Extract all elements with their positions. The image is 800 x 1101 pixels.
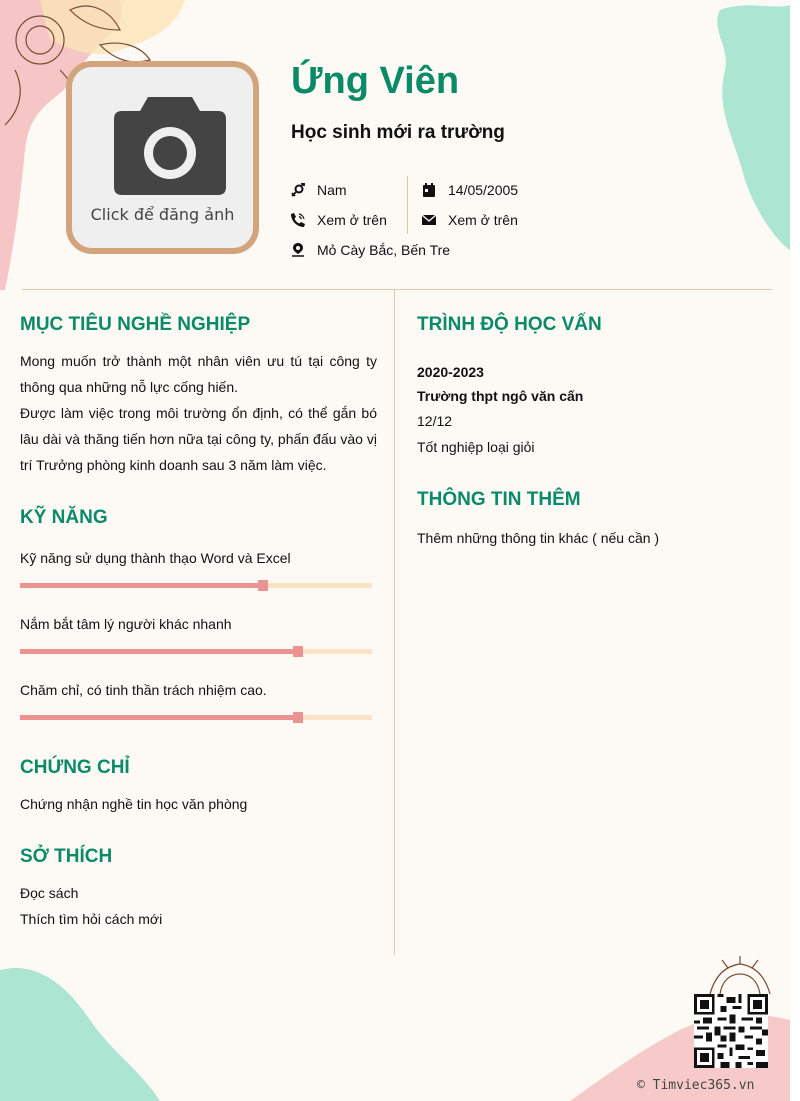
extra-info-title[interactable]: THÔNG TIN THÊM: [417, 489, 581, 510]
phone-icon: [291, 213, 305, 227]
education-grade[interactable]: 12/12: [417, 413, 453, 429]
objective-line-1: Mong muốn trở thành một nhân viên ưu tú tại công ty thông qua những nỗ lực cống hiến.: [20, 353, 377, 395]
education-period[interactable]: 2020-2023: [417, 364, 484, 380]
copyright-text: © Timviec365.vn: [637, 1078, 755, 1093]
watercolor-bottom-left-decoration: [0, 960, 200, 1101]
objective-text[interactable]: [20, 348, 377, 478]
photo-upload-label: Click để đăng ảnh: [90, 205, 235, 224]
skill-bar: [20, 649, 372, 654]
gender-row[interactable]: [291, 182, 347, 198]
info-divider: [407, 176, 408, 234]
skill-bar-fill: [20, 715, 298, 720]
education-title[interactable]: TRÌNH ĐỘ HỌC VẤN: [417, 314, 602, 335]
calendar-icon: [422, 183, 436, 197]
phone-value: Xem ở trên: [317, 212, 387, 228]
gender-value: Nam: [317, 182, 347, 198]
objective-title[interactable]: MỤC TIÊU NGHỀ NGHIỆP: [20, 314, 251, 335]
skill-bar-fill: [20, 649, 298, 654]
hobby-item[interactable]: Đọc sách: [20, 885, 79, 901]
qr-code-icon: [694, 994, 768, 1068]
skill-bar: [20, 583, 372, 588]
extra-info-text[interactable]: Thêm những thông tin khác ( nếu cần ): [417, 530, 660, 546]
skill-label[interactable]: Chăm chỉ, có tinh thần trách nhiệm cao.: [20, 682, 267, 698]
hobbies-title[interactable]: SỞ THÍCH: [20, 846, 113, 867]
skill-bar-handle: [293, 712, 303, 723]
flower-bottom-right-decoration: [700, 956, 780, 996]
candidate-role[interactable]: Học sinh mới ra trường: [291, 122, 505, 143]
skills-title[interactable]: KỸ NĂNG: [20, 507, 108, 528]
address-row[interactable]: [291, 242, 450, 258]
phone-row[interactable]: [291, 212, 387, 228]
hobby-item[interactable]: Thích tìm hỏi cách mới: [20, 911, 163, 927]
watercolor-top-right-decoration: [705, 0, 790, 260]
certificates-title[interactable]: CHỨNG CHỈ: [20, 757, 130, 778]
column-divider: [394, 289, 395, 955]
skill-bar: [20, 715, 372, 720]
skill-bar-handle: [258, 580, 268, 591]
photo-upload[interactable]: [66, 61, 259, 254]
skill-label[interactable]: Kỹ năng sử dụng thành thạo Word và Excel: [20, 550, 291, 566]
candidate-name[interactable]: Ứng Viên: [291, 60, 460, 102]
birthdate-value: 14/05/2005: [448, 182, 519, 198]
birthdate-row[interactable]: [422, 182, 518, 198]
education-school[interactable]: Trường thpt ngô văn cấn: [417, 388, 584, 404]
skill-label[interactable]: Nắm bắt tâm lý người khác nhanh: [20, 616, 232, 632]
email-row[interactable]: [422, 212, 518, 228]
skill-bar-handle: [293, 646, 303, 657]
camera-icon: [114, 97, 226, 195]
skill-bar-fill: [20, 583, 263, 588]
mail-icon: [422, 213, 436, 227]
education-result[interactable]: Tốt nghiệp loại giỏi: [417, 439, 535, 455]
header-divider: [22, 289, 772, 290]
certificate-item[interactable]: Chứng nhận nghề tin học văn phòng: [20, 796, 248, 812]
address-value: Mỏ Cày Bắc, Bến Tre: [317, 242, 451, 258]
email-value: Xem ở trên: [448, 212, 518, 228]
gender-icon: [291, 183, 305, 197]
location-icon: [291, 243, 305, 257]
objective-line-2: Được làm việc trong môi trường ổn định, có thể gắn bó lâu dài và thăng tiến hơn nữa tại công ty, phấn đấu vào vị trí Trưởng phòng kinh doanh sau 3 năm làm việc.: [20, 405, 377, 473]
